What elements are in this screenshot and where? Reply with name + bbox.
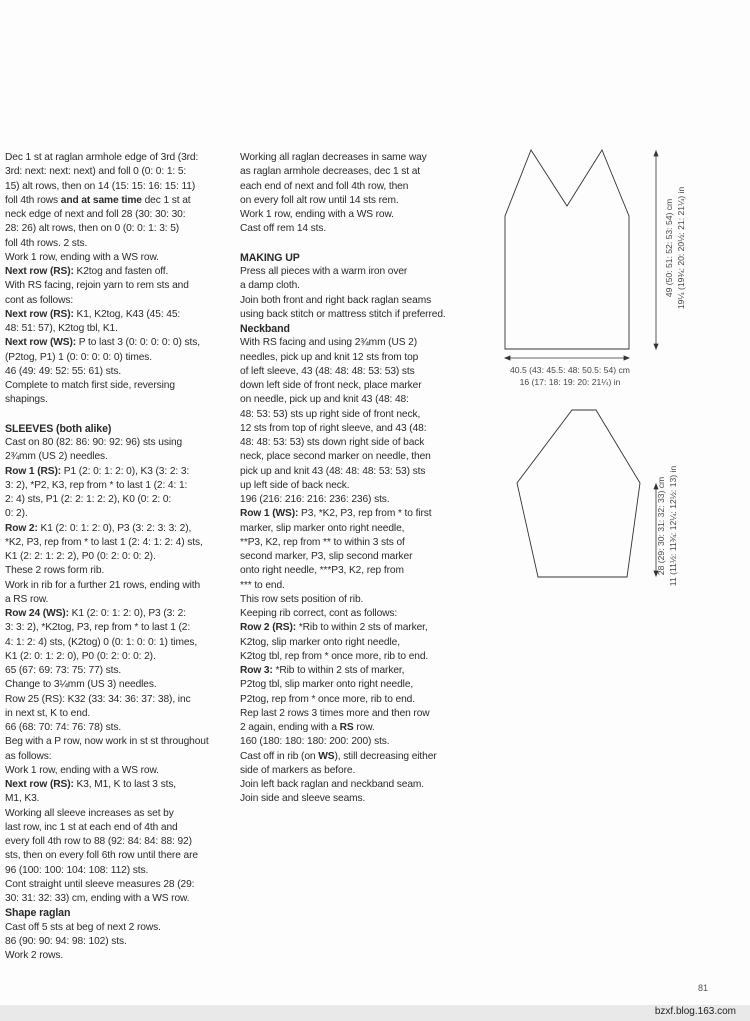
text-run: as follows:: [5, 750, 52, 762]
bold-run: Next row (RS):: [5, 308, 74, 320]
text-run: *** to end.: [240, 579, 285, 591]
text-run: 66 (68: 70: 74: 76: 78) sts.: [5, 722, 122, 733]
text-run: K2tog, slip marker onto right needle,: [240, 636, 400, 648]
text-run: second marker, P3, slip second marker: [240, 551, 413, 562]
body-width-arrow: [505, 356, 629, 360]
text-run: ), still decreasing either: [334, 750, 437, 762]
text-run: a damp cloth.: [240, 280, 300, 292]
bold-run: Row 1 (RS):: [5, 465, 62, 477]
text-run: 0: 2).: [5, 508, 28, 520]
bold-run: Next row (RS):: [5, 779, 74, 790]
body-length-in-label: 19¼ (19¾: 20: 20½: 21: 21¼) in: [676, 186, 686, 310]
text-run: needles, pick up and knit 12 sts from top: [240, 351, 419, 363]
text-run: 2 again, ending with a: [240, 722, 340, 733]
text-run: Cast off in rib (on: [240, 750, 319, 762]
bold-run: Row 3:: [240, 665, 273, 676]
body-width-cm-label: 40.5 (43: 45.5: 48: 50.5: 54) cm: [510, 365, 630, 375]
text-run: Cast on 80 (82: 86: 90: 92: 96) sts using: [5, 437, 183, 448]
text-run: pick up and knit 43 (48: 48: 48: 53: 53) sts: [240, 465, 426, 477]
text-run: *Rib to within 2 sts of marker,: [272, 665, 405, 676]
section-heading: SLEEVES (both alike): [5, 422, 112, 435]
text-run: 46 (49: 49: 52: 55: 61) sts.: [5, 365, 122, 377]
text-run: K1 (2: 0: 1: 2: 0), P3 (3: 2: 3: 3: 2),: [37, 522, 192, 534]
text-run: Keeping rib correct, cont as follows:: [240, 608, 398, 619]
text-run: K1 (2: 2: 1: 2: 2), P0 (0: 2: 0: 0: 2).: [5, 551, 156, 562]
text-run: K2tog tbl, rep from * once more, rib to end.: [240, 650, 429, 662]
text-run: Join left back raglan and neckband seam.: [240, 779, 425, 790]
body-length-arrow: [654, 151, 658, 349]
body-length-cm-label: 49 (50: 51: 52: 53: 54) cm: [664, 198, 674, 298]
text-run: 28: 26) alt rows, then on 0 (0: 0: 1: 3: 5): [5, 223, 180, 235]
text-run: Dec 1 st at raglan armhole edge of 3rd (3rd:: [5, 152, 199, 163]
text-run: Rep last 2 rows 3 times more and then row: [240, 707, 430, 719]
text-run: Work 2 rows.: [5, 950, 64, 961]
text-run: cont as follows:: [5, 294, 74, 306]
body-schematic: [505, 150, 629, 349]
text-run: each end of next and foll 4th row, then: [240, 180, 409, 192]
text-run: of left sleeve, 43 (48: 48: 48: 53: 53) sts: [240, 365, 415, 377]
text-run: With RS facing and using 2¾mm (US 2): [240, 337, 418, 349]
text-run: **P3, K2, rep from ** to within 3 sts of: [240, 536, 405, 548]
text-run: 2: 4) sts, P1 (2: 2: 1: 2: 2), K0 (0: 2: 0:: [5, 494, 172, 505]
text-run: Beg with a P row, now work in st st throughout: [5, 736, 209, 748]
text-run: neck, place second marker on needle, then: [240, 451, 431, 463]
text-run: P2tog, rep from * once more, rib to end.: [240, 693, 415, 705]
sleeve-length-in-label: 11 (11½: 11¾: 12¼: 12½: 13) in: [668, 465, 678, 587]
text-run: neck edge of next and foll 28 (30: 30: 30:: [5, 209, 186, 220]
text-run: 48: 53: 53) sts up right side of front neck,: [240, 408, 421, 420]
bold-run: RS: [339, 722, 354, 733]
text-run: marker, slip marker onto right needle,: [240, 522, 405, 534]
text-run: Cont straight until sleeve measures 28 (29:: [5, 878, 195, 890]
text-run: 15) alt rows, then on 14 (15: 15: 16: 15: 11): [5, 180, 196, 192]
text-run: P1 (2: 0: 1: 2: 0), K3 (3: 2: 3:: [61, 465, 190, 477]
text-run: K1, K2tog, K43 (45: 45:: [73, 308, 181, 320]
sleeve-schematic: [517, 410, 640, 577]
text-run: K3, M1, K to last 3 sts,: [73, 779, 177, 790]
text-run: 160 (180: 180: 180: 200: 200) sts.: [240, 736, 390, 748]
bold-run: Next row (WS):: [5, 337, 77, 349]
text-run: 48: 51: 57), K2tog tbl, K1.: [5, 323, 118, 334]
text-run: 30: 31: 32: 33) cm, ending with a WS row.: [5, 893, 190, 904]
section-heading: Neckband: [240, 323, 290, 335]
text-run: 86 (90: 90: 94: 98: 102) sts.: [5, 935, 127, 947]
text-run: P to last 3 (0: 0: 0: 0: 0) sts,: [76, 337, 200, 349]
text-run: *Rib to within 2 sts of marker,: [296, 622, 428, 634]
text-run: side of markers as before.: [240, 764, 356, 776]
sleeve-length-cm-label: 28 (29: 30: 31: 32: 33) cm: [656, 476, 666, 576]
text-run: 65 (67: 69: 73: 75: 77) sts.: [5, 665, 122, 676]
footer-bar: [0, 1005, 750, 1021]
text-run: shapings.: [5, 394, 48, 406]
text-run: row.: [353, 722, 375, 733]
text-run: Work 1 row, ending with a WS row.: [5, 251, 159, 263]
text-run: up left side of back neck.: [240, 479, 350, 491]
text-run: With RS facing, rejoin yarn to rem sts and: [5, 280, 189, 292]
text-run: This row sets position of rib.: [240, 593, 364, 605]
text-run: K1 (2: 0: 1: 2: 0), P3 (3: 2:: [68, 608, 186, 619]
text-run: 3: 3: 2), *K2tog, P3, rep from * to last 1 (2:: [5, 622, 191, 634]
footer-url: bzxf.blog.163.com: [654, 1006, 736, 1017]
text-run: 3rd: next: next: next) and foll 0 (0: 0: 1: 5:: [5, 166, 187, 178]
text-run: Complete to match first side, reversing: [5, 380, 175, 391]
text-run: foll 4th rows. 2 sts.: [5, 237, 88, 249]
text-run: in next st, K to end.: [5, 707, 91, 719]
text-run: Cast off rem 14 sts.: [240, 223, 327, 235]
text-run: Working all raglan decreases in same way: [240, 152, 427, 163]
bold-run: Row 1 (WS):: [240, 508, 299, 520]
text-run: on needle, pick up and knit 43 (48: 48:: [240, 394, 409, 406]
text-run: as raglan armhole decreases, dec 1 st at: [240, 166, 421, 178]
bold-run: WS: [318, 750, 335, 762]
text-run: P3, *K2, P3, rep from * to first: [298, 508, 432, 520]
body-width-in-label: 16 (17: 18: 19: 20: 21¼) in: [519, 377, 621, 387]
text-run: Work in rib for a further 21 rows, ending with: [5, 579, 201, 591]
text-run: Press all pieces with a warm iron over: [240, 266, 408, 277]
text-run: last row, inc 1 st at each end of 4th and: [5, 821, 178, 833]
text-run: 3: 2), *P2, K3, rep from * to last 1 (2: 4: 1:: [5, 479, 188, 491]
text-run: Row 25 (RS): K32 (33: 34: 36: 37: 38), inc: [5, 693, 191, 705]
text-run: foll 4th rows: [5, 194, 61, 206]
text-run: *K2, P3, rep from * to last 1 (2: 4: 1: 2: 4) sts,: [5, 536, 203, 548]
bold-run: Row 2 (RS):: [240, 622, 297, 634]
text-run: 12 sts from top of right sleeve, and 43 (48:: [240, 422, 427, 434]
text-run: Work 1 row, ending with a WS row.: [5, 764, 159, 776]
text-run: Join side and sleeve seams.: [240, 793, 366, 805]
text-run: Working all sleeve increases as set by: [5, 807, 174, 819]
text-run: Cast off 5 sts at beg of next 2 rows.: [5, 921, 161, 933]
text-run: down left side of front neck, place marker: [240, 380, 422, 391]
bold-run: Next row (RS):: [5, 266, 74, 277]
text-run: Change to 3¼mm (US 3) needles.: [5, 679, 157, 691]
bold-run: Row 24 (WS):: [5, 608, 69, 619]
section-heading: Shape raglan: [5, 907, 71, 920]
text-run: 196 (216: 216: 216: 236: 236) sts.: [240, 494, 390, 505]
text-run: every foll 4th row to 88 (92: 84: 84: 88: 92): [5, 836, 192, 847]
page-number: 81: [698, 983, 709, 993]
text-run: (P2tog, P1) 1 (0: 0: 0: 0: 0) times.: [5, 351, 153, 363]
text-run: These 2 rows form rib.: [5, 565, 105, 577]
text-run: 96 (100: 100: 104: 108: 112) sts.: [5, 864, 149, 876]
section-heading: MAKING UP: [240, 251, 300, 264]
text-run: sts, then on every foll 6th row until there are: [5, 850, 198, 862]
text-run: onto right needle, ***P3, K2, rep from: [240, 565, 404, 577]
text-run: dec 1 st at: [141, 194, 191, 206]
text-run: Join both front and right back raglan seams: [240, 294, 432, 306]
bold-run: and at same time: [60, 194, 142, 206]
text-run: K1 (2: 0: 1: 2: 0), P0 (0: 2: 0: 0: 2).: [5, 650, 156, 662]
text-run: 4: 1: 2: 4) sts, (K2tog) 0 (0: 1: 0: 0: 1) times,: [5, 636, 198, 648]
text-run: 48: 48: 53: 53) sts down right side of back: [240, 437, 425, 448]
text-run: K2tog and fasten off.: [73, 266, 169, 277]
text-run: using back stitch or mattress stitch if preferred.: [240, 308, 446, 320]
text-run: P2tog tbl, slip marker onto right needle,: [240, 679, 414, 691]
text-run: M1, K3.: [5, 793, 40, 805]
text-run: Work 1 row, ending with a WS row.: [240, 209, 394, 220]
text-run: a RS row.: [5, 593, 49, 605]
bold-run: Row 2:: [5, 522, 38, 534]
text-run: on every foll alt row until 14 sts rem.: [240, 194, 399, 206]
text-run: 2¾mm (US 2) needles.: [5, 451, 108, 463]
